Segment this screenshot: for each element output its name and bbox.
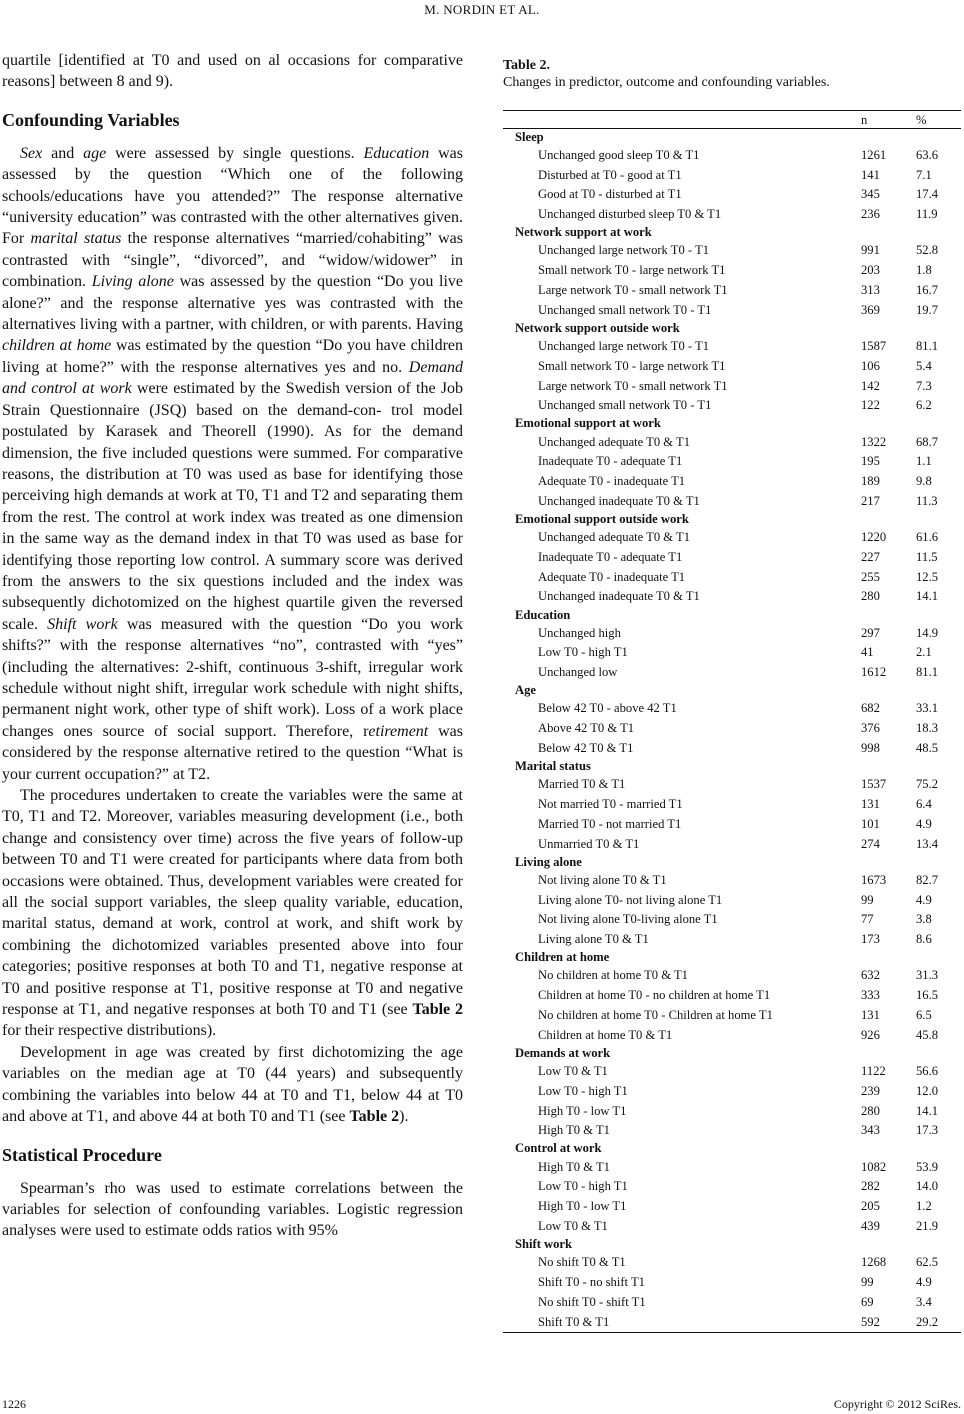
- group-name: Sleep: [515, 129, 544, 144]
- row-label: Large network T0 - small network T1: [538, 378, 728, 393]
- table-row: [503, 1177, 961, 1197]
- text-run: for their respective distributions).: [2, 1022, 217, 1040]
- italic-term: etirement: [368, 722, 429, 740]
- group-header-row: [503, 416, 961, 432]
- row-label: Unchanged small network T0 - T1: [538, 398, 712, 413]
- table-row: [503, 986, 961, 1006]
- text-run: were assessed by single questions.: [106, 144, 364, 162]
- table-reference: Table 2: [349, 1108, 400, 1126]
- row-label: Inadequate T0 - adequate T1: [538, 454, 683, 469]
- table-row: [503, 739, 961, 759]
- table-header-row: [503, 111, 961, 129]
- row-n: 274: [861, 836, 880, 851]
- table-row: [503, 1062, 961, 1082]
- row-label: Low T0 - high T1: [538, 645, 628, 660]
- row-label: Low T0 & T1: [538, 1218, 608, 1233]
- table-row: [503, 623, 961, 643]
- row-n: 1587: [861, 338, 887, 353]
- group-name: Control at work: [515, 1141, 602, 1156]
- row-percent: 14.0: [916, 1179, 939, 1194]
- row-n: 1537: [861, 777, 887, 792]
- row-label: Below 42 T0 - above 42 T1: [538, 701, 677, 716]
- text-run: were estimated by the Swedish version of the Job Strain Questionnaire (JSQ) based on the demand-con- trol model postulated by Karasek and Theorell (1990). As for the demand dimension, the five included questions were summed. For comparative reasons, the distribution at T0 was used as base for identifying those perceiving high demands at work at T0, T1 and T2 and separating them from the rest. The control at work index was treated as one dimension in the same way as the demand index in that T0 was used as base for identifying those reporting low control. A summary score was derived from the answers to the six questions included and the index was subsequently dichotomized on the highest quartile given the reversed scale.: [2, 380, 464, 633]
- group-header-row: [503, 950, 961, 966]
- row-n: 77: [861, 912, 874, 927]
- table-row: [503, 795, 961, 815]
- row-n: 280: [861, 1103, 880, 1118]
- row-percent: 81.1: [916, 338, 939, 353]
- row-label: Unchanged inadequate T0 & T1: [538, 589, 700, 604]
- row-percent: 61.6: [916, 530, 939, 545]
- table-row: [503, 452, 961, 472]
- row-n: 99: [861, 1274, 874, 1289]
- row-n: 1220: [861, 530, 887, 545]
- row-label: Unchanged large network T0 - T1: [538, 338, 710, 353]
- row-label: Unmarried T0 & T1: [538, 836, 640, 851]
- row-percent: 6.4: [916, 797, 932, 812]
- row-n: 682: [861, 701, 880, 716]
- row-percent: 12.5: [916, 569, 939, 584]
- row-label: Disturbed at T0 - good at T1: [538, 167, 682, 182]
- table-row: [503, 930, 961, 950]
- table-row: [503, 1312, 961, 1332]
- row-label: Small network T0 - large network T1: [538, 263, 726, 278]
- italic-term: children at home: [2, 337, 112, 355]
- row-n: 1673: [861, 872, 887, 887]
- group-name: Emotional support at work: [515, 416, 661, 431]
- text-run: was assessed by the question “Which one of the following schools/educations have you attended?” The response alternative “university education” was contrasted with the other alternatives given. For: [2, 144, 463, 248]
- header-label-cell: [503, 111, 861, 129]
- row-percent: 53.9: [916, 1159, 939, 1174]
- row-n: 280: [861, 589, 880, 604]
- row-label: High T0 - low T1: [538, 1199, 627, 1214]
- table-row: [503, 1121, 961, 1141]
- table-row: [503, 432, 961, 452]
- table-row: [503, 548, 961, 568]
- row-percent: 6.2: [916, 398, 932, 413]
- table-row: [503, 966, 961, 986]
- statistical-paragraph: Spearman’s rho was used to estimate correlations between the variables for selection of confounding variables. Logistic regression analyses were used to estimate odds ratios with 95%: [2, 1179, 463, 1240]
- row-n: 343: [861, 1123, 880, 1138]
- table-row: [503, 1273, 961, 1293]
- group-header-row: [503, 607, 961, 623]
- table-row: [503, 396, 961, 416]
- group-header-row: [503, 511, 961, 527]
- table-row: [503, 492, 961, 512]
- row-n: 41: [861, 645, 874, 660]
- page-number: 1226: [2, 1397, 26, 1411]
- table-row: [503, 1157, 961, 1177]
- italic-term: Education: [363, 144, 430, 162]
- row-label: Living alone T0 & T1: [538, 932, 649, 947]
- table-row: [503, 775, 961, 795]
- table-caption: Changes in predictor, outcome and confounding variables.: [503, 75, 830, 90]
- row-n: 142: [861, 378, 880, 393]
- row-label: Unchanged disturbed sleep T0 & T1: [538, 207, 722, 222]
- row-percent: 9.8: [916, 474, 932, 489]
- text-run: the response alternatives “married/cohabiting” was contrasted with “single”, “divorced”, and “widow/widower” in combination.: [2, 230, 463, 291]
- row-label: Adequate T0 - inadequate T1: [538, 474, 686, 489]
- group-header-row: [503, 758, 961, 774]
- heading-statistical-procedure: Statistical Procedure: [2, 1144, 162, 1165]
- row-percent: 81.1: [916, 665, 939, 680]
- row-label: Adequate T0 - inadequate T1: [538, 569, 686, 584]
- row-n: 345: [861, 187, 880, 202]
- row-percent: 52.8: [916, 243, 939, 258]
- table-row: [503, 300, 961, 320]
- row-label: Large network T0 - small network T1: [538, 282, 728, 297]
- row-label: Above 42 T0 & T1: [538, 721, 635, 736]
- text-run: ).: [399, 1108, 409, 1126]
- text-run: Development in age was created by first dichotomizing the age variables on the median age at T0 (44 years) and subsequently combining the variables into below 44 at T0 and T1, below 44 at T0 and above at T1, and above 44 at both T0 and T1 (see: [2, 1043, 463, 1126]
- row-percent: 7.1: [916, 167, 932, 182]
- table-row: [503, 281, 961, 301]
- italic-term: Demand and control at work: [2, 358, 463, 398]
- row-n: 131: [861, 797, 880, 812]
- row-label: No shift T0 - shift T1: [538, 1294, 646, 1309]
- group-header-row: [503, 1236, 961, 1252]
- table-row: [503, 567, 961, 587]
- table-row: [503, 528, 961, 548]
- row-n: 369: [861, 302, 880, 317]
- row-n: 203: [861, 263, 880, 278]
- row-percent: 11.3: [916, 493, 938, 508]
- row-n: 217: [861, 493, 880, 508]
- row-label: Not living alone T0-living alone T1: [538, 912, 718, 927]
- table-row: [503, 1253, 961, 1273]
- group-header-row: [503, 225, 961, 241]
- text-run: was considered by the response alternative retired to the question “What is your current occupation?” at T2.: [2, 722, 463, 783]
- table-row: [503, 472, 961, 492]
- row-n: 439: [861, 1218, 880, 1233]
- row-n: 101: [861, 816, 880, 831]
- row-n: 239: [861, 1083, 880, 1098]
- row-percent: 14.1: [916, 1103, 939, 1118]
- procedures-paragraph: [2, 785, 463, 1042]
- row-label: Not married T0 - married T1: [538, 797, 683, 812]
- row-percent: 82.7: [916, 872, 939, 887]
- row-n: 106: [861, 358, 880, 373]
- row-n: 195: [861, 454, 880, 469]
- table-row: [503, 165, 961, 185]
- table-row: [503, 1292, 961, 1312]
- row-label: Unchanged inadequate T0 & T1: [538, 493, 700, 508]
- row-label: Below 42 T0 & T1: [538, 741, 634, 756]
- row-n: 141: [861, 167, 880, 182]
- row-percent: 33.1: [916, 701, 939, 716]
- row-n: 236: [861, 207, 880, 222]
- row-label: No shift T0 & T1: [538, 1255, 626, 1270]
- row-percent: 2.1: [916, 645, 932, 660]
- table-row: [503, 261, 961, 281]
- row-n: 122: [861, 398, 880, 413]
- row-percent: 13.4: [916, 836, 939, 851]
- row-label: Low T0 - high T1: [538, 1179, 628, 1194]
- row-n: 926: [861, 1027, 880, 1042]
- row-n: 1122: [861, 1063, 886, 1078]
- row-n: 99: [861, 892, 874, 907]
- italic-term: Living alone: [91, 273, 174, 291]
- group-name: Living alone: [515, 854, 582, 869]
- row-n: 1261: [861, 147, 887, 162]
- row-n: 282: [861, 1179, 880, 1194]
- table-row: [503, 1081, 961, 1101]
- row-percent: 11.9: [916, 207, 938, 222]
- row-label: Unchanged large network T0 - T1: [538, 243, 710, 258]
- row-percent: 16.5: [916, 988, 939, 1003]
- row-n: 1082: [861, 1159, 887, 1174]
- row-label: Low T0 & T1: [538, 1063, 608, 1078]
- table-row: [503, 1197, 961, 1217]
- row-n: 173: [861, 932, 880, 947]
- table-row: [503, 376, 961, 396]
- row-percent: 21.9: [916, 1218, 939, 1233]
- row-label: Married T0 - not married T1: [538, 816, 682, 831]
- row-percent: 6.5: [916, 1007, 932, 1022]
- italic-term: Shift work: [47, 615, 118, 633]
- row-n: 313: [861, 282, 880, 297]
- table-2: [503, 110, 961, 1333]
- row-label: Not living alone T0 & T1: [538, 872, 667, 887]
- table-row: [503, 910, 961, 930]
- row-n: 998: [861, 741, 880, 756]
- row-percent: 12.0: [916, 1083, 939, 1098]
- running-head: M. NORDIN ET AL.: [424, 2, 540, 17]
- table-reference: Table 2: [412, 1001, 463, 1019]
- row-n: 255: [861, 569, 880, 584]
- group-name: Shift work: [515, 1237, 573, 1252]
- heading-confounding-variables: Confounding Variables: [2, 109, 180, 130]
- table-row: [503, 1025, 961, 1045]
- group-header-row: [503, 854, 961, 870]
- row-n: 1322: [861, 434, 887, 449]
- table-row: [503, 1101, 961, 1121]
- row-label: Inadequate T0 - adequate T1: [538, 549, 683, 564]
- table-row: [503, 241, 961, 261]
- row-label: Children at home T0 - no children at home T1: [538, 988, 771, 1003]
- row-label: High T0 & T1: [538, 1159, 610, 1174]
- group-name: Education: [515, 607, 571, 622]
- table-row: [503, 185, 961, 205]
- copyright-notice: Copyright © 2012 SciRes.: [833, 1397, 961, 1411]
- row-label: Children at home T0 & T1: [538, 1027, 673, 1042]
- row-label: Shift T0 & T1: [503, 1312, 861, 1332]
- text-run: The procedures undertaken to create the variables were the same at T0, T1 and T2. Moreover, variables measuring development (i.e., both change and consistency over time) across the five years of follow-up between T0 and T1 were created for participants where data from both occasions were obtained. Thus, development variables were created for all the social support variables, the sleep quality variable, education, marital status, demand at work, control at work, and shift work by combining the dichotomized variables presented above into four categories; positive responses at both T0 and T1, negative response at T0 and positive response at T1, positive response at T0 and negative response at T1, and negative responses at both T0 and T1 (see: [2, 787, 463, 1019]
- table-row: [503, 834, 961, 854]
- table-row: [503, 870, 961, 890]
- row-percent: 68.7: [916, 434, 939, 449]
- row-label: Married T0 & T1: [538, 777, 626, 792]
- row-percent: 14.1: [916, 589, 939, 604]
- group-header-row: [503, 1045, 961, 1061]
- row-percent: 75.2: [916, 777, 939, 792]
- text-run: was estimated by the question “Do you have children living at home?” with the response alternatives yes and no.: [2, 337, 464, 376]
- row-n: 1268: [861, 1255, 887, 1270]
- row-label: Living alone T0- not living alone T1: [538, 892, 723, 907]
- table-row: [503, 587, 961, 607]
- row-percent: 1.8: [916, 263, 932, 278]
- row-n: 189: [861, 474, 880, 489]
- row-percent: 31.3: [916, 968, 939, 983]
- row-label: Unchanged high: [538, 625, 621, 640]
- header-percent: %: [916, 111, 961, 129]
- table-row: [503, 699, 961, 719]
- left-column: [2, 50, 463, 1242]
- group-header-row: [503, 683, 961, 699]
- confounding-paragraph: [2, 143, 463, 785]
- table-row: [503, 890, 961, 910]
- group-name: Network support at work: [515, 225, 652, 240]
- row-n: 632: [861, 968, 880, 983]
- row-percent: 45.8: [916, 1027, 939, 1042]
- row-percent: 56.6: [916, 1063, 939, 1078]
- italic-term: Sex: [20, 144, 43, 162]
- row-percent: 1.1: [916, 454, 932, 469]
- row-percent: 7.3: [916, 378, 932, 393]
- table-title: Table 2.: [503, 58, 550, 73]
- row-label: High T0 & T1: [538, 1123, 610, 1138]
- group-name: Age: [515, 683, 536, 698]
- row-n: 991: [861, 243, 880, 258]
- group-header-row: [503, 320, 961, 336]
- table-row: [503, 205, 961, 225]
- text-run: was measured with the question “Do you work shifts?” with the response alternatives “no”, contrasted with “yes” (including the alternatives: 2-shift, continuous 3-shift, irregular work schedule without night shift, irregular work schedule with night shifts, permanent night work, other type of shift work). Loss of a work place changes ones source of social support. Therefore, r: [2, 615, 463, 740]
- group-name: Network support outside work: [515, 320, 680, 335]
- row-percent: 3.4: [916, 1294, 932, 1309]
- row-n: 1612: [861, 665, 887, 680]
- group-name: Marital status: [515, 759, 591, 774]
- row-label: Small network T0 - large network T1: [538, 358, 726, 373]
- row-label: High T0 - low T1: [538, 1103, 627, 1118]
- row-n: 131: [861, 1007, 880, 1022]
- row-percent: 14.9: [916, 625, 939, 640]
- row-percent: 17.3: [916, 1123, 939, 1138]
- row-n: 205: [861, 1199, 880, 1214]
- italic-term: age: [83, 144, 107, 162]
- row-percent: 11.5: [916, 549, 938, 564]
- table-row: [503, 1006, 961, 1026]
- row-percent: 16.7: [916, 282, 939, 297]
- row-percent: 63.6: [916, 147, 939, 162]
- table-row: [503, 1217, 961, 1237]
- table-row: [503, 663, 961, 683]
- row-label: No children at home T0 - Children at home T1: [538, 1007, 773, 1022]
- row-percent: 18.3: [916, 721, 939, 736]
- group-header-row: [503, 1141, 961, 1157]
- row-percent: 19.7: [916, 302, 939, 317]
- row-label: No children at home T0 & T1: [538, 968, 688, 983]
- row-percent: 4.9: [916, 892, 932, 907]
- row-label: Good at T0 - disturbed at T1: [538, 187, 682, 202]
- row-percent: 5.4: [916, 358, 932, 373]
- row-percent: 48.5: [916, 741, 939, 756]
- row-n: 333: [861, 988, 880, 1003]
- row-label: Low T0 - high T1: [538, 1083, 628, 1098]
- table-row: [503, 145, 961, 165]
- row-percent: 29.2: [916, 1312, 961, 1332]
- row-n: 227: [861, 549, 880, 564]
- row-percent: 17.4: [916, 187, 939, 202]
- row-percent: 62.5: [916, 1255, 939, 1270]
- table-2-block: [503, 58, 961, 1333]
- row-percent: 8.6: [916, 932, 932, 947]
- group-name: Children at home: [515, 950, 610, 965]
- group-name: Demands at work: [515, 1045, 611, 1060]
- row-label: Unchanged adequate T0 & T1: [538, 434, 691, 449]
- header-n: n: [861, 111, 916, 129]
- table-row: [503, 719, 961, 739]
- intro-paragraph: quartile [identified at T0 and used on al occasions for comparative reasons] between 8 and 9).: [2, 52, 463, 91]
- table-body: [503, 129, 961, 1333]
- row-label: Unchanged good sleep T0 & T1: [538, 147, 700, 162]
- row-percent: 3.8: [916, 912, 932, 927]
- row-n: 297: [861, 625, 880, 640]
- row-n: 376: [861, 721, 880, 736]
- group-name: Emotional support outside work: [515, 512, 689, 526]
- row-label: Unchanged small network T0 - T1: [538, 302, 712, 317]
- italic-term: marital status: [30, 230, 122, 248]
- row-percent: 4.9: [916, 1274, 932, 1289]
- row-label: Unchanged low: [538, 665, 618, 680]
- table-row: [503, 337, 961, 357]
- row-n: 69: [861, 1294, 874, 1309]
- table-row: [503, 814, 961, 834]
- row-label: Unchanged adequate T0 & T1: [538, 530, 691, 545]
- row-percent: 4.9: [916, 816, 932, 831]
- table-row: [503, 356, 961, 376]
- group-header-row: [503, 129, 961, 146]
- table-row: [503, 643, 961, 663]
- text-run: was assessed by the question “Do you live alone?” and the response alternative yes was contrasted with the alternatives living with a partner, with children, or with parents. Having: [2, 273, 464, 334]
- text-run: and: [42, 144, 84, 162]
- age-development-paragraph: [2, 1042, 463, 1128]
- row-percent: 1.2: [916, 1199, 932, 1214]
- row-n: 592: [861, 1312, 916, 1332]
- row-label: Shift T0 - no shift T1: [538, 1274, 645, 1289]
